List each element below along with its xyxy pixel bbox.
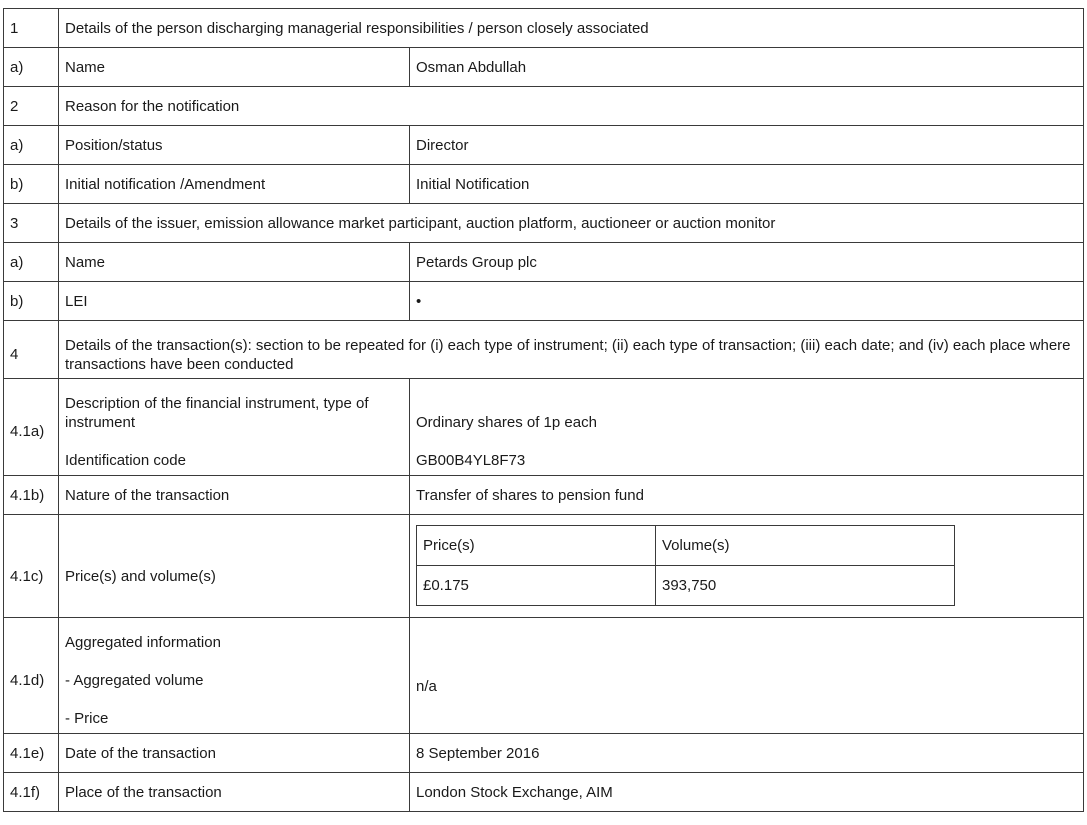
field-label: Price(s) and volume(s) xyxy=(59,515,410,618)
field-label: Initial notification /Amendment xyxy=(59,165,410,204)
row-number: 4.1c) xyxy=(4,515,59,618)
field-value xyxy=(410,379,1084,476)
price-volume-table xyxy=(416,525,955,606)
identification-code-label: Identification code xyxy=(65,451,186,469)
row-number: 4.1e) xyxy=(4,734,59,773)
field-value: 8 September 2016 xyxy=(410,734,1084,773)
row-number: 4.1b) xyxy=(4,476,59,515)
table-row xyxy=(4,48,1084,87)
table-row xyxy=(4,282,1084,321)
table-row xyxy=(4,773,1084,812)
row-number: 2 xyxy=(4,87,59,126)
field-value: London Stock Exchange, AIM xyxy=(410,773,1084,812)
row-number: 1 xyxy=(4,9,59,48)
identification-code-value: GB00B4YL8F73 xyxy=(416,451,526,469)
field-label: Name xyxy=(59,243,410,282)
field-value: Director xyxy=(410,126,1084,165)
row-number: b) xyxy=(4,165,59,204)
section-heading: Details of the transaction(s): section to be repeated for (i) each type of instrument; (ii) each type of transaction; (iii) each date; and (iv) each place where transactions have been conducted xyxy=(59,321,1084,379)
aggregated-info-label: Aggregated information xyxy=(65,633,221,651)
row-number: 4 xyxy=(4,321,59,379)
row-number: 4.1a) xyxy=(4,379,59,476)
field-label: Place of the transaction xyxy=(59,773,410,812)
table-row xyxy=(4,321,1084,379)
row-number: 3 xyxy=(4,204,59,243)
section-heading: Details of the person discharging managerial responsibilities / person closely associated xyxy=(59,9,1084,48)
row-number: 4.1d) xyxy=(4,618,59,734)
row-number: a) xyxy=(4,243,59,282)
table-row xyxy=(417,526,955,566)
field-label: Position/status xyxy=(59,126,410,165)
table-row xyxy=(4,87,1084,126)
aggregated-volume-label: - Aggregated volume xyxy=(65,671,204,689)
table-row xyxy=(4,515,1084,618)
table-row xyxy=(4,126,1084,165)
section-heading: Details of the issuer, emission allowance market participant, auction platform, auctioneer or auction monitor xyxy=(59,204,1084,243)
table-row xyxy=(4,9,1084,48)
table-row xyxy=(4,204,1084,243)
row-number: a) xyxy=(4,126,59,165)
field-value: n/a xyxy=(410,618,1084,734)
field-value: Initial Notification xyxy=(410,165,1084,204)
field-value: • xyxy=(410,282,1084,321)
row-number: b) xyxy=(4,282,59,321)
table-row xyxy=(4,618,1084,734)
instrument-description-value: Ordinary shares of 1p each xyxy=(416,413,597,431)
section-heading: Reason for the notification xyxy=(59,87,1084,126)
field-label xyxy=(59,379,410,476)
field-label: LEI xyxy=(59,282,410,321)
table-row xyxy=(4,243,1084,282)
table-row xyxy=(417,566,955,606)
aggregated-price-label: - Price xyxy=(65,709,109,727)
field-value: Petards Group plc xyxy=(410,243,1084,282)
instrument-description-label: Description of the financial instrument, type of instrument xyxy=(65,394,369,431)
table-row xyxy=(4,734,1084,773)
field-label: Name xyxy=(59,48,410,87)
notification-table xyxy=(3,8,1084,812)
row-number: 4.1f) xyxy=(4,773,59,812)
volume-value: 393,750 xyxy=(656,566,955,606)
field-label xyxy=(59,618,410,734)
price-header: Price(s) xyxy=(417,526,656,566)
price-value: £0.175 xyxy=(417,566,656,606)
volume-header: Volume(s) xyxy=(656,526,955,566)
table-row xyxy=(4,165,1084,204)
field-label: Nature of the transaction xyxy=(59,476,410,515)
table-row xyxy=(4,379,1084,476)
field-value: Osman Abdullah xyxy=(410,48,1084,87)
field-label: Date of the transaction xyxy=(59,734,410,773)
table-row xyxy=(4,476,1084,515)
row-number: a) xyxy=(4,48,59,87)
field-value: Transfer of shares to pension fund xyxy=(410,476,1084,515)
field-value xyxy=(410,515,1084,618)
